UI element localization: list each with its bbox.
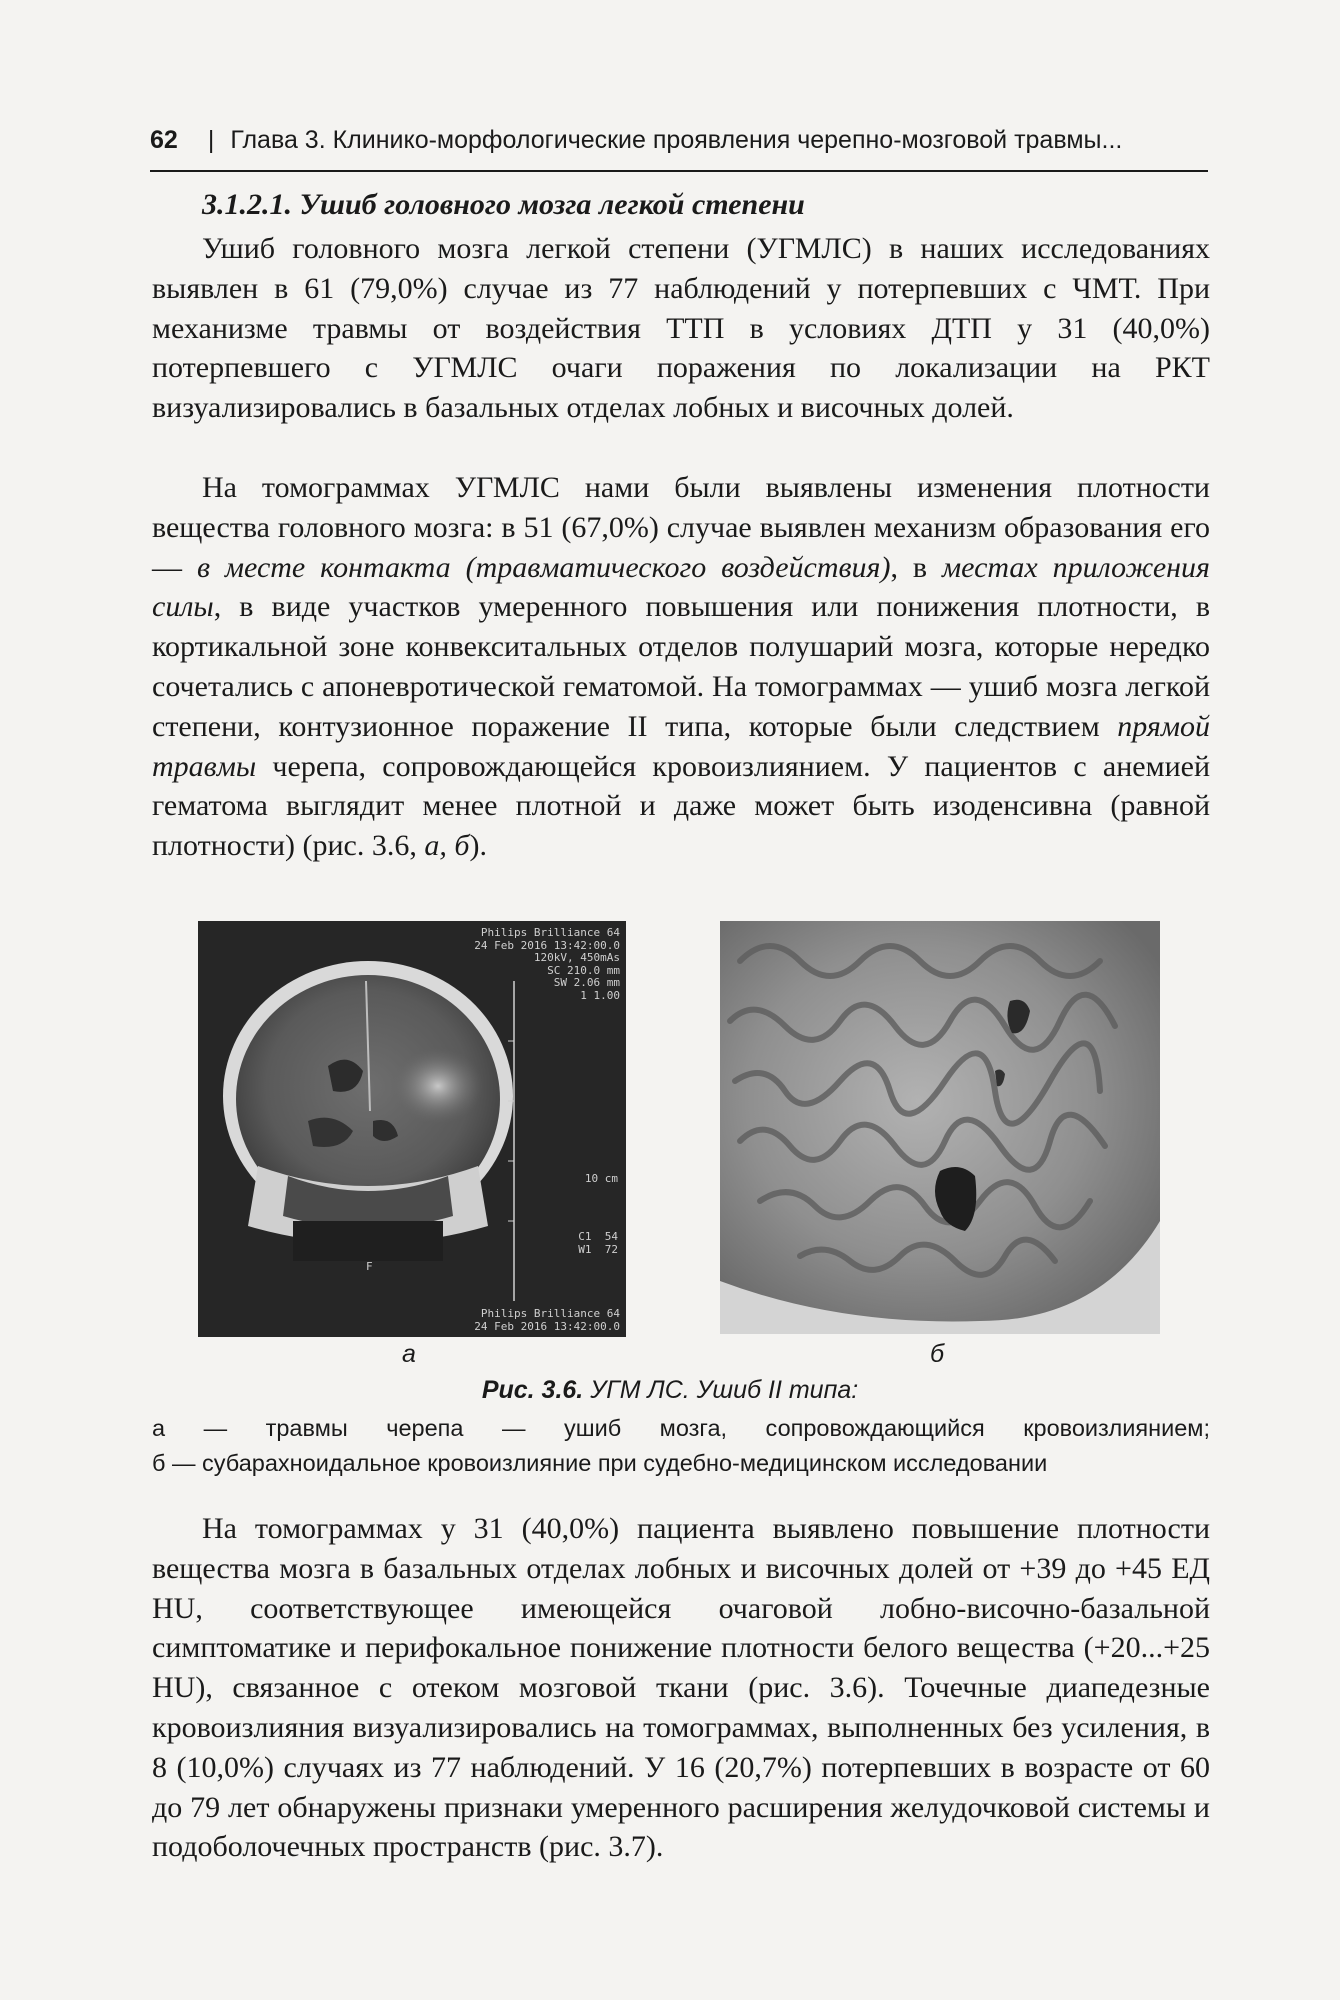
figure-caption-body [152, 1411, 1210, 1481]
ct-window-level: C1 54 W1 72 [578, 1230, 618, 1256]
paragraph-2 [152, 468, 1210, 866]
running-header [150, 126, 1208, 166]
paragraph-2-text: , в виде участков умеренного повышения или понижения плотности, в кортикальной зоне конвекситальных отделов полушарий мозга, которые нередко сочетались с апоневротической гематомой. На томограммах — ушиб мозга легкой степени, контузионное поражение II типа, которые были следствием [152, 590, 1210, 743]
ct-header-text: Philips Brilliance 64 24 Feb 2016 13:42:00.0 120kV, 450mAs SC 210.0 mm SW 2.06 mm 1 1.00 [474, 926, 620, 1002]
paragraph-2-text: , в [890, 550, 942, 584]
paragraph-1-text: Ушиб головного мозга легкой степени (УГМЛС) в наших исследованиях выявлен в 61 (79,0%) случае из 77 наблюдений у потерпевших с ЧМТ. При механизме травмы от воздействия ТТП в условиях ДТП у 31 (40,0%) потерпевшего с УГМЛС очаги поражения по локализации на РКТ визуализировались в базальных отделах лобных и височных долей. [152, 232, 1210, 425]
paragraph-3-text: На томограммах у 31 (40,0%) пациента выявлено повышение плотности вещества мозга в базальных отделах лобных и височных долей от +39 до +45 ЕД HU, соответствующее имеющейся очаговой лобно-височно-базальной симптоматике и перифокальное понижение плотности белого вещества (+20...+25 HU), связанное с отеком мозговой ткани (рис. 3.6). Точечные диапедезные кровоизлияния визуализировались на томограммах, выполненных без усиления, в 8 (10,0%) случаях из 77 наблюдений. У 16 (20,7%) потерпевших в возрасте от 60 до 79 лет обнаружены признаки умеренного расширения желудочковой системы и подоболочечных пространств (рис. 3.7). [152, 1512, 1210, 1864]
caption-line-b: б — субарахноидальное кровоизлияние при судебно-медицинском исследовании [152, 1450, 1048, 1476]
brain-specimen-drawing [720, 921, 1160, 1334]
paragraph-2-text: На томограммах УГМЛС нами были выявлены изменения плотности вещества головного мозга: в 51 (67,0%) случае выявлен механизм образования его — [152, 471, 1210, 584]
figure-label-a: а [402, 1340, 416, 1368]
figure-number: Рис. 3.6. [481, 1376, 584, 1404]
header-separator: | [207, 126, 215, 154]
paragraph-1 [152, 229, 1210, 428]
ct-scale-label: 10 cm [584, 1172, 618, 1185]
caption-line-a: а — травмы черепа — ушиб мозга, сопровождающийся кровоизлиянием; [152, 1415, 1210, 1441]
ct-orientation-label: F [366, 1260, 373, 1273]
figure-title: УГМ ЛС. Ушиб II типа: [583, 1376, 859, 1404]
header-rule [150, 170, 1208, 172]
page-number: 62 [150, 126, 178, 154]
paragraph-2-emphasis: а, б [424, 829, 470, 863]
ct-footer-text: Philips Brilliance 64 24 Feb 2016 13:42:00.0 [474, 1307, 620, 1333]
paragraph-2-text: ). [469, 829, 487, 863]
paragraph-2-emphasis: местах приложения силы [152, 550, 1211, 624]
running-title: Глава 3. Клинико-морфологические проявления черепно-мозговой травмы... [230, 126, 1123, 154]
figure-label-b: б [930, 1340, 945, 1368]
paragraph-2-emphasis: прямой травмы [152, 709, 1210, 783]
figure-caption-title [0, 1376, 1340, 1405]
brain-specimen-photo [720, 921, 1160, 1334]
paragraph-2-text: черепа, сопровождающейся кровоизлиянием. У пациентов с анемией гематома выглядит менее плотной и даже может быть изоденсивна (равной плотности) (рис. 3.6, [152, 749, 1210, 863]
ct-scan-image [198, 921, 626, 1337]
paragraph-3 [152, 1509, 1210, 1867]
paragraph-2-emphasis: в месте контакта (травматического воздействия) [196, 550, 891, 584]
section-title: 3.1.2.1. Ушиб головного мозга легкой степени [202, 188, 805, 221]
